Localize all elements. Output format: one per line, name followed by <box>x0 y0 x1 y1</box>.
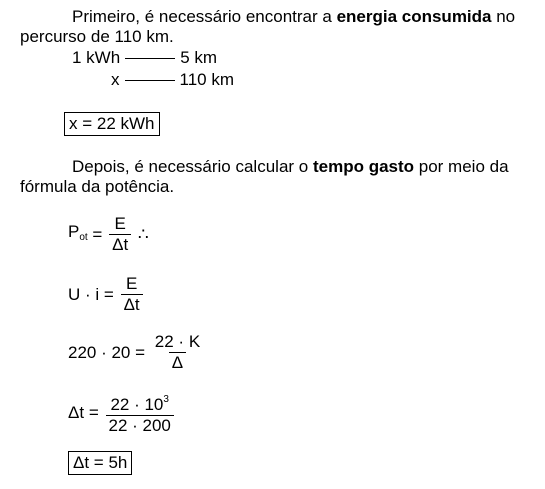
paragraph-1-text: Primeiro, é necessário encontrar a <box>72 7 337 26</box>
proportion-dash-1 <box>125 58 175 59</box>
eq4-equals: = <box>88 403 99 422</box>
result-2-box: Δt = 5h <box>68 451 132 475</box>
eq4-fraction <box>106 390 174 436</box>
paragraph-2-text: Depois, é necessário calcular o <box>72 157 313 176</box>
paragraph-1-bold: energia consumida <box>336 7 492 26</box>
eq1-numerator: E <box>114 214 126 233</box>
eq2-equals: = <box>103 284 114 304</box>
proportion-dash-2 <box>125 80 175 81</box>
eq4-numerator <box>107 390 172 415</box>
paragraph-1-line-1 <box>72 7 515 27</box>
eq2-denominator: Δt <box>121 294 143 315</box>
proportion-row-2 <box>111 70 234 90</box>
proportion-row-2-left: x <box>111 70 120 89</box>
paragraph-2-bold: tempo gasto <box>312 157 415 176</box>
equation-4 <box>68 390 176 436</box>
eq1-fraction <box>109 214 131 255</box>
equation-1 <box>68 214 149 255</box>
proportion-row-2-right: 110 km <box>179 70 234 89</box>
eq2-lhs: U · i <box>68 284 100 304</box>
equation-3 <box>68 332 205 373</box>
eq1-equals: = <box>92 224 103 244</box>
eq4-denominator: 22 · 200 <box>106 415 174 436</box>
paragraph-1-line-2: percurso de 110 km. <box>20 27 174 46</box>
eq3-equals: = <box>135 342 146 362</box>
proportion-row-1 <box>72 48 217 68</box>
eq1-therefore: ∴ <box>137 224 149 244</box>
eq1-lhs-main: P <box>68 221 80 241</box>
eq3-fraction <box>152 332 203 373</box>
result-1-box: x = 22 kWh <box>64 112 160 136</box>
paragraph-2-after: por meio da <box>414 157 509 176</box>
proportion-row-1-right: 5 km <box>180 48 218 67</box>
eq3-lhs: 220 · 20 <box>68 342 131 362</box>
eq2-numerator: E <box>125 274 138 293</box>
paragraph-2-line-1 <box>72 157 509 177</box>
eq4-numerator-exponent: 3 <box>163 394 169 405</box>
proportion-row-1-left: 1 kWh <box>72 48 121 67</box>
eq4-lhs: Δt <box>68 403 85 422</box>
eq3-numerator: 22 · K <box>154 332 201 351</box>
eq2-fraction <box>121 274 143 315</box>
paragraph-1-after: no <box>491 7 516 26</box>
paragraph-2-line-2: fórmula da potência. <box>20 177 175 196</box>
eq4-numerator-main: 22 · 10 <box>110 395 164 414</box>
eq3-denominator: Δ <box>169 352 186 373</box>
eq1-lhs-sub: ot <box>79 231 88 243</box>
eq1-lhs <box>68 222 88 248</box>
equation-2 <box>68 274 145 315</box>
eq1-denominator: Δt <box>109 234 131 255</box>
